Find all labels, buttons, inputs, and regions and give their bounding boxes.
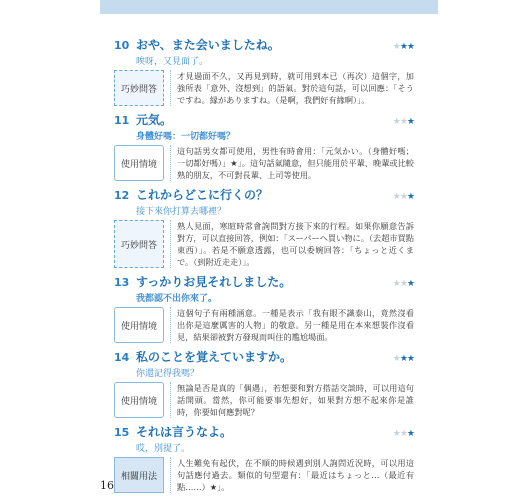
usage-tag: 使用情境 xyxy=(114,145,164,181)
entry-number: 15 xyxy=(114,426,130,439)
japanese-phrase: すっかりお見それしました。 xyxy=(136,275,292,289)
phrase-list xyxy=(114,36,414,498)
japanese-phrase: 私のことを覚えていますか。 xyxy=(136,350,293,364)
phrase-entry-13 xyxy=(114,273,414,343)
explanation-text: 無論是否是真的「偶遇」，若想要和對方搭話交談時，可以用這句話開頭。當然，你可能要事先想好，如果對方想不起來你是誰時，你要如何應對呢？ xyxy=(170,382,414,418)
japanese-phrase: 元気。 xyxy=(136,113,173,127)
usage-tag: 使用情境 xyxy=(114,307,164,343)
difficulty-stars: ★★★ xyxy=(392,354,414,364)
chinese-translation: 身體好嗎：一切都好嗎？ xyxy=(136,132,236,142)
japanese-phrase: それは言うなよ。 xyxy=(136,425,233,439)
explanation-text: 這個句子有兩種涵意。一種是表示「我有眼不識泰山，竟然沒看出你是這麼厲害的人物」的敬意。另一種是用在本來想裝作沒看見，結果卻被對方發現而叫住的尷尬場面。 xyxy=(170,307,414,343)
chinese-translation: 你還記得我嗎？ xyxy=(136,369,200,379)
explanation-text: 這句話男女都可使用，男性有時會用：「元気かい。（身體好嗎；一切都好嗎）」★」。這句話氣隨意，但只能用於平輩、晚輩或比較熟的朋友，不可對長輩、上司等使用。 xyxy=(170,145,414,181)
difficulty-stars: ★★★ xyxy=(392,117,414,127)
entry-number: 11 xyxy=(114,114,130,127)
phrase-entry-14 xyxy=(114,348,414,418)
japanese-phrase: おや、また会いましたね。 xyxy=(136,38,280,52)
page-number: 16 xyxy=(100,479,114,492)
entry-number: 12 xyxy=(114,189,130,202)
chinese-translation: 哎，別提了。 xyxy=(136,444,191,454)
header-band xyxy=(100,0,438,14)
usage-tag: 相關用法 xyxy=(114,457,164,493)
phrase-entry-10 xyxy=(114,36,414,106)
chinese-translation: 我都認不出你來了。 xyxy=(136,294,218,304)
usage-tag: 巧妙問答 xyxy=(114,70,164,106)
phrase-entry-12 xyxy=(114,186,414,268)
explanation-text: 才見過面不久，又再見到時，就可用到本已（再次）這個字，加強所表「意外、沒想到」的語氣。對於這句話，可以回應：「そうですね。縁がありますね。（是啊，我們好有緣啊）」。 xyxy=(170,70,414,106)
usage-tag: 使用情境 xyxy=(114,382,164,418)
phrase-entry-11 xyxy=(114,111,414,181)
japanese-phrase: これからどこに行くの？ xyxy=(136,188,269,202)
difficulty-stars: ★★★ xyxy=(392,429,414,439)
difficulty-stars: ★★★ xyxy=(392,42,414,52)
chinese-translation: 唉呀，又見面了。 xyxy=(136,57,209,67)
entry-number: 10 xyxy=(114,39,130,52)
phrase-entry-15 xyxy=(114,423,414,493)
explanation-text: 熟人見面，寒暄時常會詢問對方接下來的行程。如果你願意告訴對方，可以直接回答，例如：「スーパーへ買い物に。（去超市買點東西）」。若是不願意透露，也可以委婉回答：「ちょっと近くまで。（到附近走走）」。 xyxy=(170,220,414,268)
chinese-translation: 接下來你打算去哪裡？ xyxy=(136,207,227,217)
difficulty-stars: ★★★ xyxy=(392,279,414,289)
usage-tag: 巧妙問答 xyxy=(114,220,164,268)
entry-number: 14 xyxy=(114,351,130,364)
entry-number: 13 xyxy=(114,276,130,289)
difficulty-stars: ★★★ xyxy=(392,192,414,202)
explanation-text: 人生難免有起伏，在不順的時候遇到別人詢問近況時，可以用這句話應付過去。類似的句型還有：「最近はちょっと…（最近有點……）★」。 xyxy=(170,457,414,493)
